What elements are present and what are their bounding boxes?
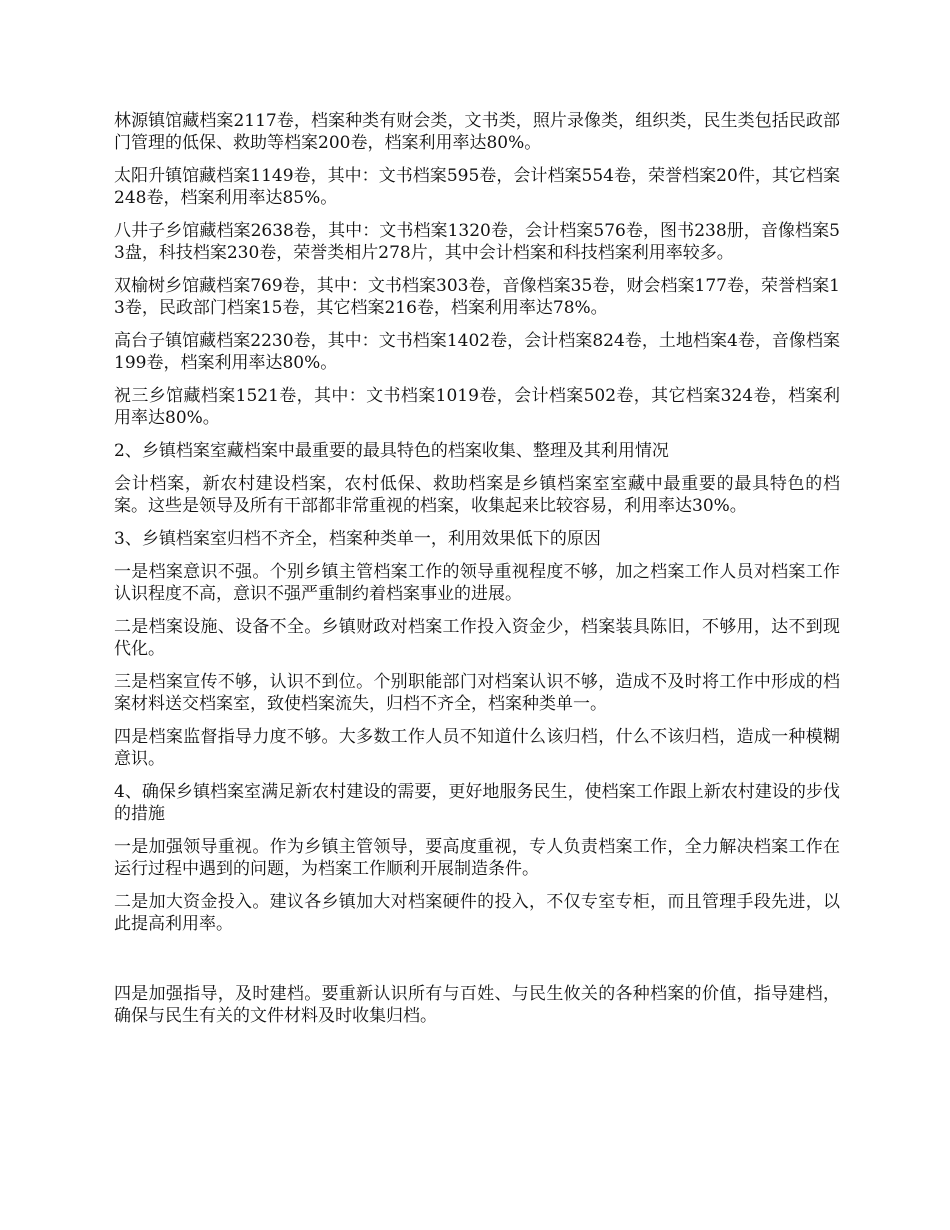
- paragraph-reason-2: 二是档案设施、设备不全。乡镇财政对档案工作投入资金少，档案装具陈旧，不够用，达不到现代化。: [114, 617, 840, 659]
- section-heading-2: 2、乡镇档案室藏档案中最重要的最具特色的档案收集、整理及其利用情况: [114, 441, 669, 461]
- paragraph-taiyangsheng-archives: 太阳升镇馆藏档案1149卷，其中：文书档案595卷，会计档案554卷，荣誉档案20件，其它档案248卷，档案利用率达85%。: [114, 166, 840, 208]
- paragraph-zhusan-archives: 祝三乡馆藏档案1521卷，其中：文书档案1019卷，会计档案502卷，其它档案324卷，档案利用率达80%。: [114, 386, 840, 428]
- document-body: [114, 110, 840, 1038]
- paragraph-reason-1: 一是档案意识不强。个别乡镇主管档案工作的领导重视程度不够，加之档案工作人员对档案工作认识程度不高，意识不强严重制约着档案事业的进展。: [114, 562, 840, 604]
- section-heading-3: 3、乡镇档案室归档不齐全，档案种类单一，利用效果低下的原因: [114, 529, 601, 549]
- paragraph-reason-4: 四是档案监督指导力度不够。大多数工作人员不知道什么该归档，什么不该归档，造成一种模糊意识。: [114, 727, 840, 769]
- section-heading-4: 4、确保乡镇档案室满足新农村建设的需要，更好地服务民生，使档案工作跟上新农村建设的步伐的措施: [114, 782, 840, 824]
- paragraph-gaotaizi-archives: 高台子镇馆藏档案2230卷，其中：文书档案1402卷，会计档案824卷，土地档案4卷，音像档案199卷，档案利用率达80%。: [114, 331, 840, 373]
- paragraph-measure-1: 一是加强领导重视。作为乡镇主管领导，要高度重视，专人负责档案工作，全力解决档案工作在运行过程中遇到的问题，为档案工作顺利开展制造条件。: [114, 837, 840, 879]
- paragraph-linyuan-archives: 林源镇馆藏档案2117卷，档案种类有财会类，文书类，照片录像类，组织类，民生类包括民政部门管理的低保、救助等档案200卷，档案利用率达80%。: [114, 111, 840, 153]
- paragraph-measure-2: 二是加大资金投入。建议各乡镇加大对档案硬件的投入，不仅专室专柜，而且管理手段先进，以此提高利用率。: [114, 892, 840, 934]
- paragraph-bajingzi-archives: 八井子乡馆藏档案2638卷，其中：文书档案1320卷，会计档案576卷，图书238册，音像档案53盘，科技档案230卷，荣誉类相片278片，其中会计档案和科技档案利用率较多。: [114, 221, 840, 263]
- paragraph-reason-3: 三是档案宣传不够，认识不到位。个别职能部门对档案认识不够，造成不及时将工作中形成的档案材料送交档案室，致使档案流失，归档不齐全，档案种类单一。: [114, 672, 840, 714]
- paragraph-shuangyushu-archives: 双榆树乡馆藏档案769卷，其中：文书档案303卷，音像档案35卷，财会档案177卷，荣誉档案13卷，民政部门档案15卷，其它档案216卷，档案利用率达78%。: [114, 276, 840, 318]
- paragraph-featured-archives: 会计档案，新农村建设档案，农村低保、救助档案是乡镇档案室室藏中最重要的最具特色的档案。这些是领导及所有干部都非常重视的档案，收集起来比较容易，利用率达30%。: [114, 474, 840, 516]
- paragraph-measure-4: 四是加强指导，及时建档。要重新认识所有与百姓、与民生攸关的各种档案的价值，指导建档，确保与民生有关的文件材料及时收集归档。: [114, 984, 840, 1026]
